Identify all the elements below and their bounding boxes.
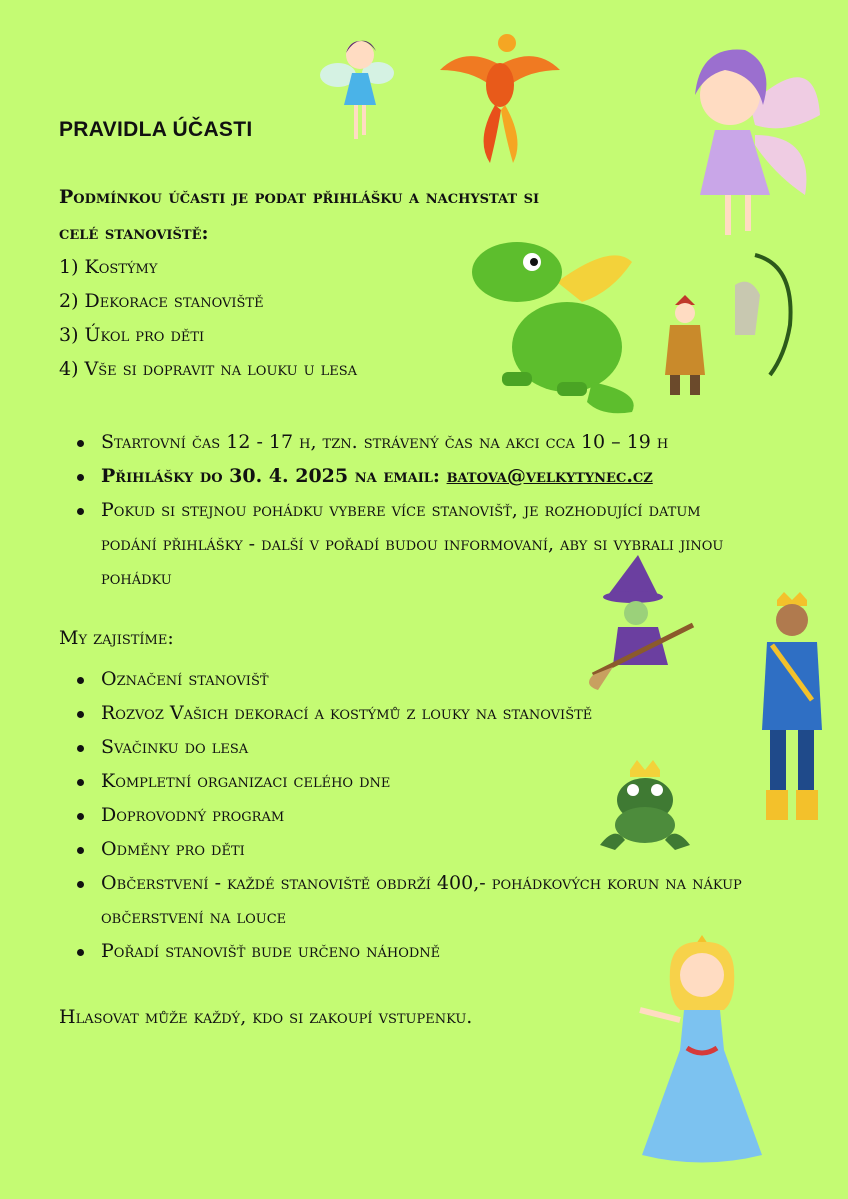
requirement-item: 3) Úkol pro děti: [59, 324, 205, 346]
witch-icon: [588, 555, 698, 695]
ensure-item: Označení stanovišť: [77, 662, 777, 696]
rule-item: Pokud si stejnou pohádku vybere více stanovišť, je rozhodující datum podání přihlášky - další v pořadí budou informovaní, aby si vybrali jinou pohádku: [77, 493, 761, 595]
ensure-item: Doprovodný program: [77, 798, 777, 832]
prince-icon: [752, 590, 832, 830]
fairy-blue-icon: [318, 25, 398, 145]
frog-prince-icon: [595, 755, 695, 855]
applications-label: Přihlášky do 30. 4. 2025 na email:: [101, 465, 447, 487]
phoenix-icon: [435, 25, 565, 165]
fairy-purple-icon: [665, 25, 825, 245]
dwarf-icon: [655, 245, 800, 405]
princess-icon: [632, 930, 772, 1170]
ensure-item: Pořadí stanovišť bude určeno náhodně: [77, 934, 777, 968]
intro-line-1: Podmínkou účasti je podat přihlášku a nachystat si: [59, 186, 540, 208]
page-title: PRAVIDLA ÚČASTI: [59, 118, 253, 141]
vote-text: Hlasovat může každý, kdo si zakoupí vstupenku.: [59, 1006, 473, 1028]
applications-item: [77, 459, 797, 493]
ensure-item: Občerstvení - každé stanoviště obdrží 400,- pohádkových korun na nákup občerstvení na louce: [77, 866, 777, 934]
ensure-item: Rozvoz Vašich dekorací a kostýmů z louky na stanoviště: [77, 696, 777, 730]
start-time-item: Startovní čas 12 - 17 h, tzn. strávený čas na akci cca 10 – 19 h: [77, 425, 797, 459]
requirement-item: 4) Vše si dopravit na louku u lesa: [59, 358, 358, 380]
requirement-item: 1) Kostýmy: [59, 256, 158, 278]
ensure-item: Svačinku do lesa: [77, 730, 777, 764]
dragon-icon: [462, 222, 652, 422]
ensure-item: Odměny pro děti: [77, 832, 777, 866]
ensure-item: Kompletní organizaci celého dne: [77, 764, 777, 798]
email-link[interactable]: batova@velkytynec.cz: [446, 465, 653, 487]
ensure-heading: My zajistíme:: [59, 627, 174, 649]
requirement-item: 2) Dekorace stanoviště: [59, 290, 264, 312]
intro-line-2: celé stanoviště:: [59, 222, 209, 244]
